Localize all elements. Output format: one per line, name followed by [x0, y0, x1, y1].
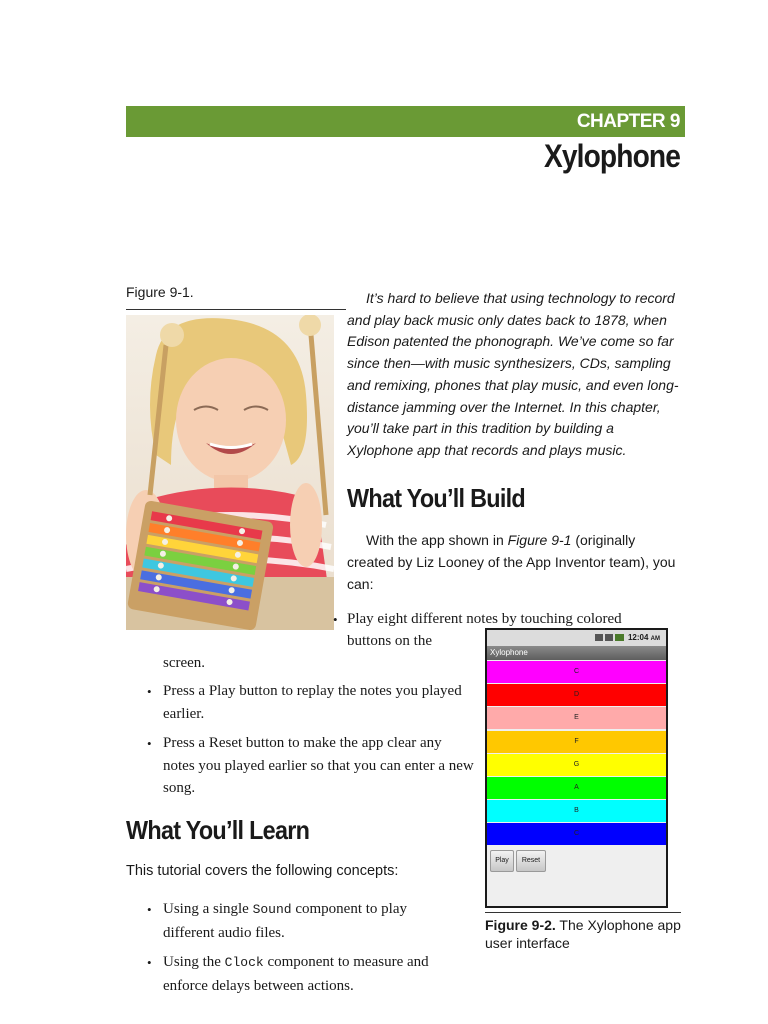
battery-icon	[615, 634, 624, 641]
note-keys	[487, 661, 666, 847]
bullet-marker: •	[147, 736, 152, 751]
status-ampm: AM	[650, 636, 660, 642]
note-key-5[interactable]: G	[487, 754, 666, 776]
bullet-1-line-2: buttons on the	[347, 633, 432, 649]
learn-bullet-1-text: Using a single	[163, 901, 253, 917]
section-heading-learn: What You’ll Learn	[126, 815, 310, 845]
section-heading-build: What You’ll Build	[347, 483, 525, 513]
bullet-2-text: Press a Play button to replay the notes you played earlier.	[163, 683, 462, 722]
clock-component-code: Clock	[224, 955, 264, 970]
learn-bullet-2-text: Using the	[163, 954, 225, 970]
figure-2-text: The Xylophone app user interface	[485, 917, 681, 951]
intro-text: It’s hard to believe that using technology to record and play back music only dates back to 1878, when Edison patented the phonograph. We’ve come so far since then—with music synthesizers, CDs, sampling and remixing, phones that play music, and even long-distance jamming over the Internet. In this chapter, you’ll take part in this tradition by building a Xylophone app that records and plays music.	[347, 290, 679, 458]
note-key-6[interactable]: A	[487, 777, 666, 799]
signal-icon	[595, 634, 603, 641]
note-key-7[interactable]: B	[487, 800, 666, 822]
reset-button[interactable]: Reset	[516, 850, 546, 872]
bullet-marker: •	[333, 612, 338, 627]
phone-app-title: Xylophone	[487, 646, 666, 660]
bullet-1-line-1: Play eight different notes by touching colored	[347, 611, 622, 627]
play-button[interactable]: Play	[490, 850, 514, 872]
bullet-marker: •	[147, 955, 152, 970]
xylophone-app-screenshot	[485, 628, 668, 908]
status-time: 12:04	[627, 633, 649, 642]
chapter-bar	[126, 106, 685, 137]
note-key-8[interactable]: C	[487, 823, 666, 845]
phone-status-bar	[487, 630, 666, 646]
bullet-marker: •	[147, 684, 152, 699]
build-para-text-end: (originally created by Liz Looney of the App Inventor team), you can:	[347, 532, 676, 592]
note-key-4[interactable]: F	[487, 731, 666, 753]
note-key-3[interactable]: E	[487, 707, 666, 729]
bullet-1-line-3: screen.	[163, 655, 206, 671]
figure-2-rule	[485, 912, 681, 913]
figure-1-rule	[126, 309, 346, 310]
figure-1-caption: Figure 9-1.	[126, 284, 194, 300]
learn-bullet-1	[163, 898, 458, 944]
build-paragraph	[347, 529, 683, 595]
learn-bullet-2-text-end: component to measure and enforce delays between actions.	[163, 954, 429, 994]
bullet-marker: •	[147, 902, 152, 917]
learn-bullet-2	[163, 951, 463, 997]
bullet-3-text: Press a Reset button to make the app clear any notes you played earlier so that you can enter a new song.	[163, 735, 474, 796]
figure-2-label: Figure 9-2.	[485, 917, 556, 933]
note-key-1[interactable]: C	[487, 661, 666, 683]
build-para-text: With the app shown in	[366, 532, 508, 548]
intro-paragraph	[347, 288, 683, 462]
figure-reference: Figure 9-1	[507, 532, 572, 548]
child-xylophone-photo	[126, 315, 334, 630]
network-icon	[605, 634, 613, 641]
learn-bullet-1-text-end: component to play different audio files.	[163, 901, 407, 941]
sound-component-code: Sound	[252, 902, 292, 917]
chapter-label: CHAPTER 9	[576, 111, 680, 132]
figure-2-caption	[485, 916, 685, 952]
note-key-2[interactable]: D	[487, 684, 666, 706]
chapter-title: Xylophone	[543, 138, 680, 174]
learn-intro: This tutorial covers the following concepts:	[126, 863, 399, 879]
